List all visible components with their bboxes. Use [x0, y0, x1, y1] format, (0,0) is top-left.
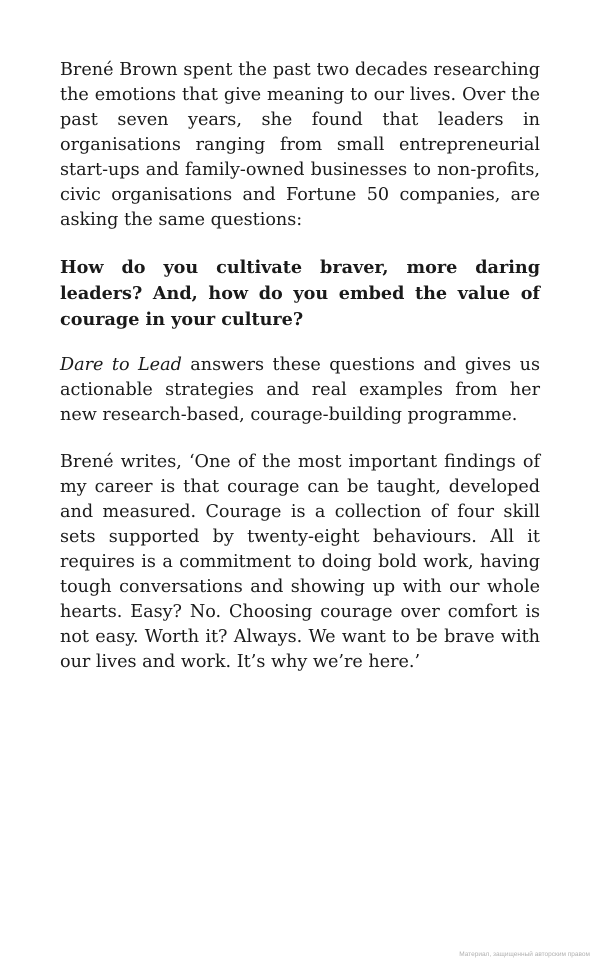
- quote-paragraph: Brené writes, ‘One of the most important findings of my career is that courage can be taught, developed and measured. Courage is a collection of four skill sets supported by twenty-eight behaviours. All it requires is a commitment to doing bold work, having tough conversations and showing up with our whole hearts. Easy? No. Choosing courage over comfort is not easy. Worth it? Always. We want to be brave with our lives and work. It’s why we’re here.’: [60, 452, 540, 672]
- book-blurb-page: [60, 58, 540, 697]
- answer-text: answers these questions and gives us actionable strategies and real examples from her new research-based, courage-building programme.: [60, 355, 540, 425]
- answer-paragraph: [60, 353, 540, 428]
- key-questions: How do you cultivate braver, more daring leaders? And, how do you embed the value of courage in your culture?: [60, 257, 540, 330]
- intro-paragraph: Brené Brown spent the past two decades researching the emotions that give meaning to our lives. Over the past seven years, she found that leaders in organisations ranging from small entrepreneurial start-ups and family-owned businesses to non-profits, civic organisations and Fortune 50 companies, are asking the same questions:: [60, 60, 540, 230]
- copyright-watermark: Материал, защищенный авторским правом: [459, 951, 590, 958]
- book-title: Dare to Lead: [60, 355, 182, 375]
